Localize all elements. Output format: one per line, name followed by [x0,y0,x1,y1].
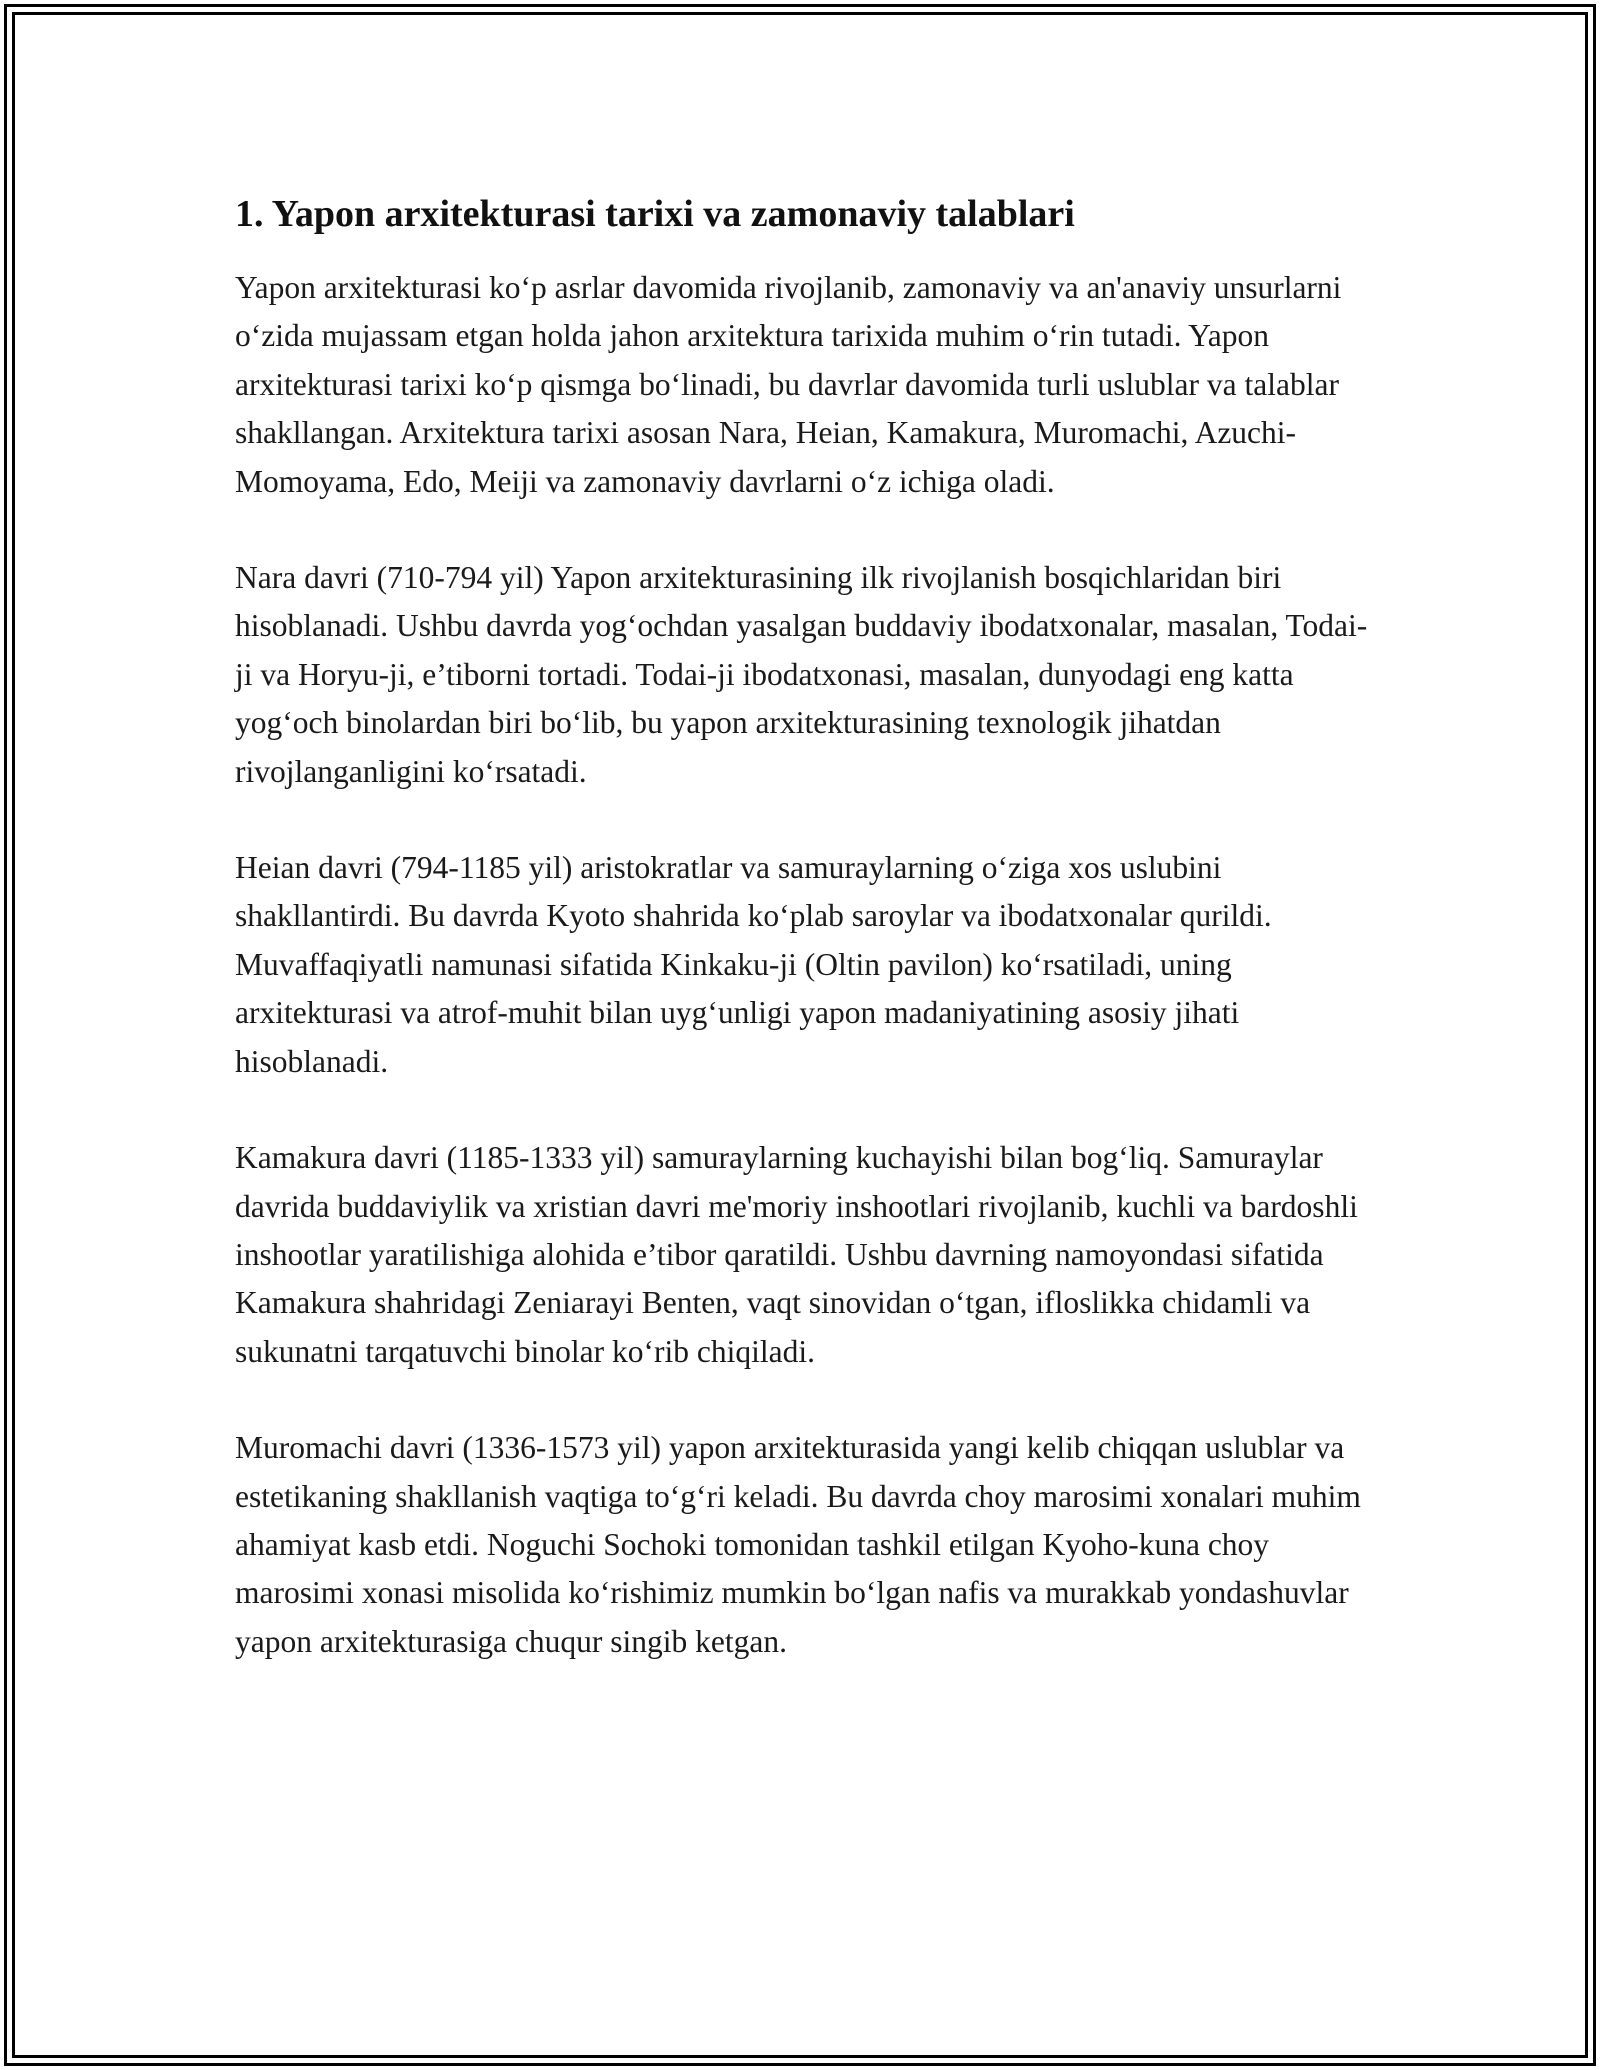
paragraph-kamakura: Kamakura davri (1185-1333 yil) samuraylarning kuchayishi bilan bog‘liq. Samuraylar davrida buddaviylik va xristian davri me'moriy inshootlari rivojlanib, kuchli va bardoshli inshootlar yaratilishiga alohida e’tibor qaratildi. Ushbu davrning namoyondasi sifatida Kamakura shahridagi Zeniarayi Benten, vaqt sinovidan o‘tgan, ifloslikka chidamli va sukunatni tarqatuvchi binolar ko‘rib chiqiladi. [235,1140,1358,1369]
document-body [235,190,1375,1714]
paragraph-intro: Yapon arxitekturasi ko‘p asrlar davomida rivojlanib, zamonaviy va an'anaviy unsurlarni o‘zida mujassam etgan holda jahon arxitektura tarixida muhim o‘rin tutadi. Yapon arxitekturasi tarixi ko‘p qismga bo‘linadi, bu davrlar davomida turli uslublar va talablar shakllangan. Arxitektura tarixi asosan Nara, Heian, Kamakura, Muromachi, Azuchi-Momoyama, Edo, Meiji va zamonaviy davrlarni o‘z ichiga oladi. [235,270,1342,499]
paragraph-nara: Nara davri (710-794 yil) Yapon arxitekturasining ilk rivojlanish bosqichlaridan biri hisoblanadi. Ushbu davrda yog‘ochdan yasalgan buddaviy ibodatxonalar, masalan, Todai-ji va Horyu-ji, e’tiborni tortadi. Todai-ji ibodatxonasi, masalan, dunyodagi eng katta yog‘och binolardan biri bo‘lib, bu yapon arxitekturasining texnologik jihatdan rivojlanganligini ko‘rsatadi. [235,560,1368,789]
paragraph-heian: Heian davri (794-1185 yil) aristokratlar va samuraylarning o‘ziga xos uslubini shakllantirdi. Bu davrda Kyoto shahrida ko‘plab saroylar va ibodatxonalar qurildi. Muvaffaqiyatli namunasi sifatida Kinkaku-ji (Oltin pavilon) ko‘rsatiladi, uning arxitekturasi va atrof-muhit bilan uyg‘unligi yapon madaniyatining asosiy jihati hisoblanadi. [235,850,1272,1079]
section-heading: 1. Yapon arxitekturasi tarixi va zamonaviy talablari [235,193,1075,235]
paragraph-muromachi: Muromachi davri (1336-1573 yil) yapon arxitekturasida yangi kelib chiqqan uslublar va estetikaning shakllanish vaqtiga to‘g‘ri keladi. Bu davrda choy marosimi xonalari muhim ahamiyat kasb etdi. Noguchi Sochoki tomonidan tashkil etilgan Kyoho-kuna choy marosimi xonasi misolida ko‘rishimiz mumkin bo‘lgan nafis va murakkab yondashuvlar yapon arxitekturasiga chuqur singib ketgan. [235,1430,1361,1659]
